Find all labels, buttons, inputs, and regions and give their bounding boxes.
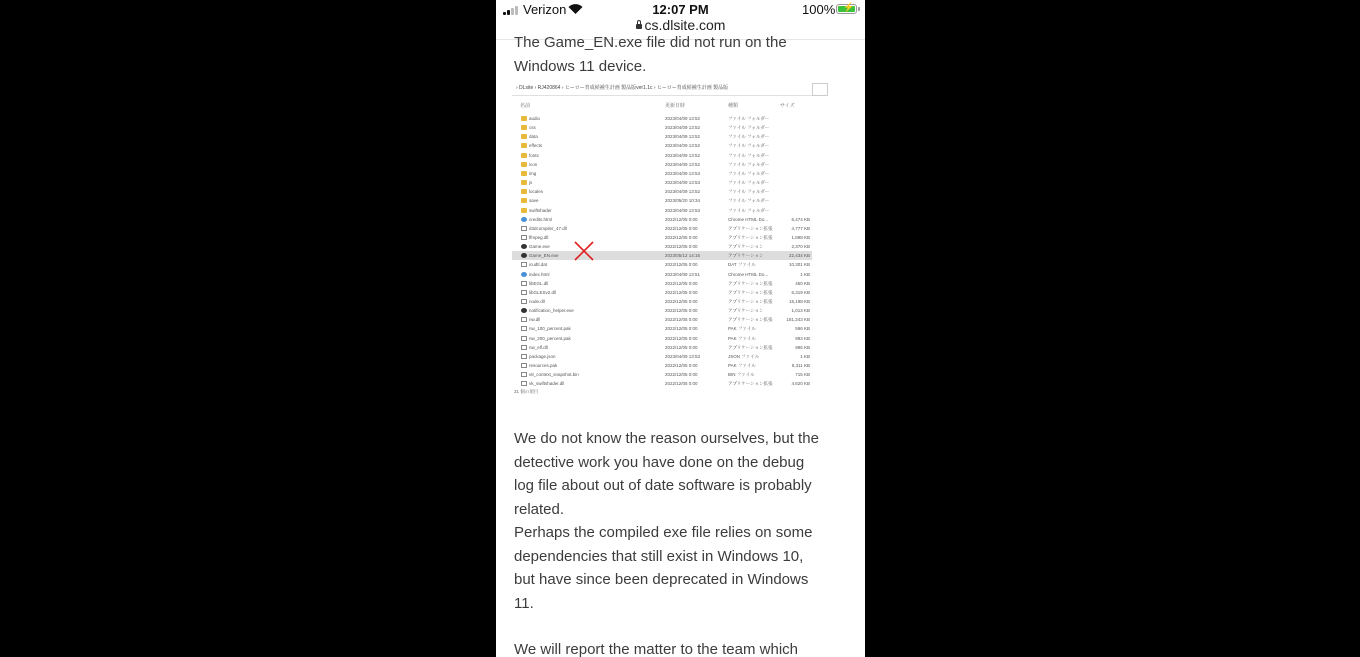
clock: 12:07 PM	[652, 2, 709, 17]
file-name: locales	[529, 189, 544, 195]
file-row	[512, 352, 812, 361]
folder-icon	[521, 180, 527, 185]
folder-icon	[521, 208, 527, 213]
file-size: 596 KB	[795, 326, 810, 332]
file-date: 2022/12/05 0:00	[665, 372, 698, 378]
file-size: 4,777 KB	[791, 225, 810, 231]
battery-fill	[838, 6, 855, 12]
file-size: 1 KB	[800, 271, 810, 277]
file-name: Game.exe	[529, 244, 550, 250]
file-size: 8,311 KB	[791, 363, 810, 369]
file-size: 2,370 KB	[791, 244, 810, 250]
file-date: 2022/12/05 0:00	[665, 317, 698, 323]
folder-icon	[521, 162, 527, 167]
file-type: ファイル フォルダー	[728, 161, 770, 167]
file-size: 450 KB	[795, 280, 810, 286]
file-date: 2023/05/12 14:15	[665, 253, 701, 259]
file-size: 10,301 KB	[788, 262, 810, 268]
file-name: package.json	[529, 353, 556, 359]
file-row	[512, 297, 812, 306]
file-size: 1,898 KB	[791, 234, 810, 240]
file-row	[512, 151, 812, 160]
file-date: 2023/04/09 13:53	[665, 353, 701, 359]
article-paragraph-1: The Game_EN.exe file did not run on the Windows 11 device.	[514, 34, 787, 75]
file-type: アプリケーション	[728, 253, 764, 259]
file-name: v8_context_snapshot.bin	[529, 372, 579, 378]
file-type: ファイル フォルダー	[728, 125, 770, 131]
file-date: 2022/12/05 0:00	[665, 280, 698, 286]
file-date: 2022/12/05 0:00	[665, 299, 698, 304]
file-date: 2022/12/05 0:00	[665, 335, 698, 341]
file-date: 2022/12/05 0:00	[665, 262, 698, 268]
file-name: nw_200_percent.pak	[529, 335, 571, 341]
file-type: ファイル フォルダー	[728, 152, 770, 158]
file-icon	[521, 281, 527, 286]
file-name: fonts	[529, 152, 539, 158]
file-type: アプリケーション拡張	[728, 280, 773, 286]
exe-icon	[521, 308, 527, 313]
article-paragraph-4: We will report the matter to the team which	[514, 641, 799, 657]
file-date: 2023/04/09 13:52	[665, 116, 701, 121]
file-date: 2023/04/09 13:52	[665, 161, 701, 167]
file-date: 2023/04/09 13:52	[665, 152, 701, 158]
file-name: index.html	[529, 271, 550, 277]
file-name: img	[529, 170, 537, 176]
file-name: resources.pak	[529, 363, 558, 369]
file-row	[512, 279, 812, 288]
battery-tip	[858, 7, 860, 11]
file-row	[512, 114, 812, 123]
file-name: save	[529, 198, 539, 204]
file-row	[512, 178, 812, 187]
article-paragraph-2: We do not know the reason ourselves, but the detective work you have done on the debug log file about out of date software is probably related.	[514, 430, 819, 518]
file-type: ファイル フォルダー	[728, 198, 770, 204]
file-icon	[521, 299, 527, 304]
folder-icon	[521, 153, 527, 158]
file-row	[512, 251, 812, 260]
file-row	[512, 206, 812, 215]
explorer-search-box	[812, 83, 828, 96]
file-row	[512, 196, 812, 205]
file-date: 2022/12/05 0:00	[665, 326, 698, 332]
file-row	[512, 343, 812, 352]
file-size: 6,474 KB	[791, 216, 810, 222]
file-name: audio	[529, 116, 541, 121]
file-row	[512, 233, 812, 242]
file-date: 2023/04/09 13:52	[665, 125, 701, 131]
html-icon	[521, 217, 527, 222]
file-date: 2022/12/05 0:00	[665, 344, 698, 350]
file-type: ファイル フォルダー	[728, 189, 770, 195]
file-date: 2022/12/05 0:00	[665, 363, 698, 369]
file-type: アプリケーション拡張	[728, 234, 773, 240]
url-domain: cs.dlsite.com	[644, 17, 726, 33]
file-date: 2022/12/05 0:00	[665, 216, 698, 222]
file-row	[512, 169, 812, 178]
column-header-date: 更新日時	[665, 103, 686, 109]
file-icon	[521, 345, 527, 350]
file-row	[512, 260, 812, 269]
file-name: swiftshader	[529, 207, 552, 213]
file-type: ファイル フォルダー	[728, 116, 770, 121]
file-name: credits.html	[529, 216, 553, 222]
file-type: アプリケーション拡張	[728, 317, 773, 323]
file-type: JSON ファイル	[728, 353, 760, 359]
file-name: effects	[529, 143, 543, 149]
file-name: icudtl.dat	[529, 262, 548, 268]
file-name: nw_elf.dll	[529, 344, 548, 350]
file-name: libEGL.dll	[529, 280, 549, 286]
file-size: 996 KB	[795, 344, 810, 350]
file-date: 2023/04/09 13:52	[665, 134, 701, 140]
file-date: 2022/12/05 0:00	[665, 308, 698, 314]
file-name: css	[529, 125, 536, 131]
file-row	[512, 379, 812, 388]
file-date: 2022/12/05 0:00	[665, 289, 698, 295]
column-header-size: サイズ	[780, 103, 795, 109]
file-name: ffmpeg.dll	[529, 234, 549, 240]
file-type: アプリケーション	[728, 244, 764, 250]
folder-icon	[521, 134, 527, 139]
explorer-screenshot-image	[512, 81, 828, 397]
folder-icon	[521, 116, 527, 121]
battery-icon	[836, 4, 857, 14]
file-type: アプリケーション拡張	[728, 225, 773, 231]
file-type: アプリケーション	[728, 308, 764, 314]
file-icon	[521, 381, 527, 386]
file-name: node.dll	[529, 299, 545, 304]
carrier-label: Verizon	[523, 2, 567, 17]
file-date: 2022/12/05 0:00	[665, 244, 698, 250]
file-name: libGLESv2.dll	[529, 289, 557, 295]
column-header-type: 種類	[728, 103, 739, 109]
file-size: 181,243 KB	[786, 317, 810, 323]
file-icon	[521, 363, 527, 368]
file-size: 15,198 KB	[788, 299, 810, 304]
file-type: PAK ファイル	[728, 363, 756, 369]
lock-icon	[636, 24, 642, 29]
file-type: BIN ファイル	[728, 372, 755, 378]
html-icon	[521, 272, 527, 277]
file-icon	[521, 336, 527, 341]
file-row	[512, 187, 812, 196]
folder-icon	[521, 125, 527, 130]
file-type: PAK ファイル	[728, 335, 756, 341]
file-date: 2023/04/09 13:53	[665, 180, 701, 186]
file-date: 2023/04/09 13:53	[665, 207, 701, 213]
folder-icon	[521, 189, 527, 194]
file-type: ファイル フォルダー	[728, 207, 770, 213]
file-icon	[521, 226, 527, 231]
file-name: notification_helper.exe	[529, 308, 574, 314]
file-icon	[521, 235, 527, 240]
file-icon	[521, 326, 527, 331]
file-date: 2023/04/09 13:52	[665, 143, 701, 149]
column-header-name: 名前	[520, 103, 531, 109]
file-name: icon	[529, 161, 538, 167]
file-type: ファイル フォルダー	[728, 170, 770, 176]
folder-icon	[521, 143, 527, 148]
file-name: data	[529, 134, 538, 140]
file-size: 993 KB	[795, 335, 810, 341]
file-row	[512, 224, 812, 233]
file-row	[512, 160, 812, 169]
file-type: アプリケーション拡張	[728, 299, 773, 304]
folder-icon	[521, 171, 527, 176]
red-x-mark-icon	[573, 240, 595, 262]
file-size: 1 KB	[800, 353, 810, 359]
file-name: d3dcompiler_47.dll	[529, 225, 567, 231]
file-icon	[521, 372, 527, 377]
exe-icon	[521, 244, 527, 249]
battery-percent: 100%	[802, 2, 836, 17]
file-type: アプリケーション拡張	[728, 289, 773, 295]
file-type: アプリケーション拡張	[728, 344, 773, 350]
file-row	[512, 215, 812, 224]
file-type: ファイル フォルダー	[728, 143, 770, 149]
file-date: 2023/04/09 13:51	[665, 271, 701, 277]
file-row	[512, 141, 812, 150]
file-name: nw_100_percent.pak	[529, 326, 571, 332]
file-name: js	[529, 180, 533, 186]
file-row	[512, 315, 812, 324]
file-type: ファイル フォルダー	[728, 180, 770, 186]
explorer-item-count: 31 個の項目	[514, 389, 539, 394]
file-size: 1,013 KB	[791, 308, 810, 314]
file-row	[512, 361, 812, 370]
file-type: Chrome HTML Do...	[728, 216, 769, 222]
explorer-breadcrumb: › DLsite › RJ420864 › ヒーロー育成候補生計画 製品版ver1.1c › ヒーロー育成候補生計画 製品版	[512, 81, 828, 96]
file-row	[512, 270, 812, 279]
file-row	[512, 334, 812, 343]
file-size: 715 KB	[795, 372, 810, 378]
file-date: 2022/12/05 0:00	[665, 381, 698, 387]
file-row	[512, 123, 812, 132]
file-date: 2023/05/20 10:34	[665, 198, 701, 204]
file-size: 6,319 KB	[791, 289, 810, 295]
folder-icon	[521, 198, 527, 203]
file-icon	[521, 290, 527, 295]
file-row	[512, 324, 812, 333]
article-paragraph-3: Perhaps the compiled exe file relies on some dependencies that still exist in Windows 10, but have since been deprecated in Windows 11.	[514, 524, 813, 612]
file-date: 2023/04/09 13:53	[665, 170, 701, 176]
file-type: DAT ファイル	[728, 262, 756, 268]
file-icon	[521, 262, 527, 267]
file-name: Game_EN.exe	[529, 253, 559, 259]
file-icon	[521, 354, 527, 359]
file-type: PAK ファイル	[728, 326, 756, 332]
file-type: Chrome HTML Do...	[728, 271, 769, 277]
file-date: 2022/12/05 0:00	[665, 234, 698, 240]
file-size: 22,434 KB	[788, 253, 810, 259]
file-type: アプリケーション拡張	[728, 381, 773, 387]
file-date: 2023/04/09 13:52	[665, 189, 701, 195]
file-name: vk_swiftshader.dll	[529, 381, 565, 387]
file-date: 2022/12/05 0:00	[665, 225, 698, 231]
file-row	[512, 306, 812, 315]
file-row	[512, 370, 812, 379]
exe-icon	[521, 253, 527, 258]
file-type: ファイル フォルダー	[728, 134, 770, 140]
file-name: nw.dll	[529, 317, 541, 323]
file-size: 4,620 KB	[791, 381, 810, 387]
file-row	[512, 288, 812, 297]
file-row	[512, 132, 812, 141]
file-icon	[521, 317, 527, 322]
file-row	[512, 242, 812, 251]
